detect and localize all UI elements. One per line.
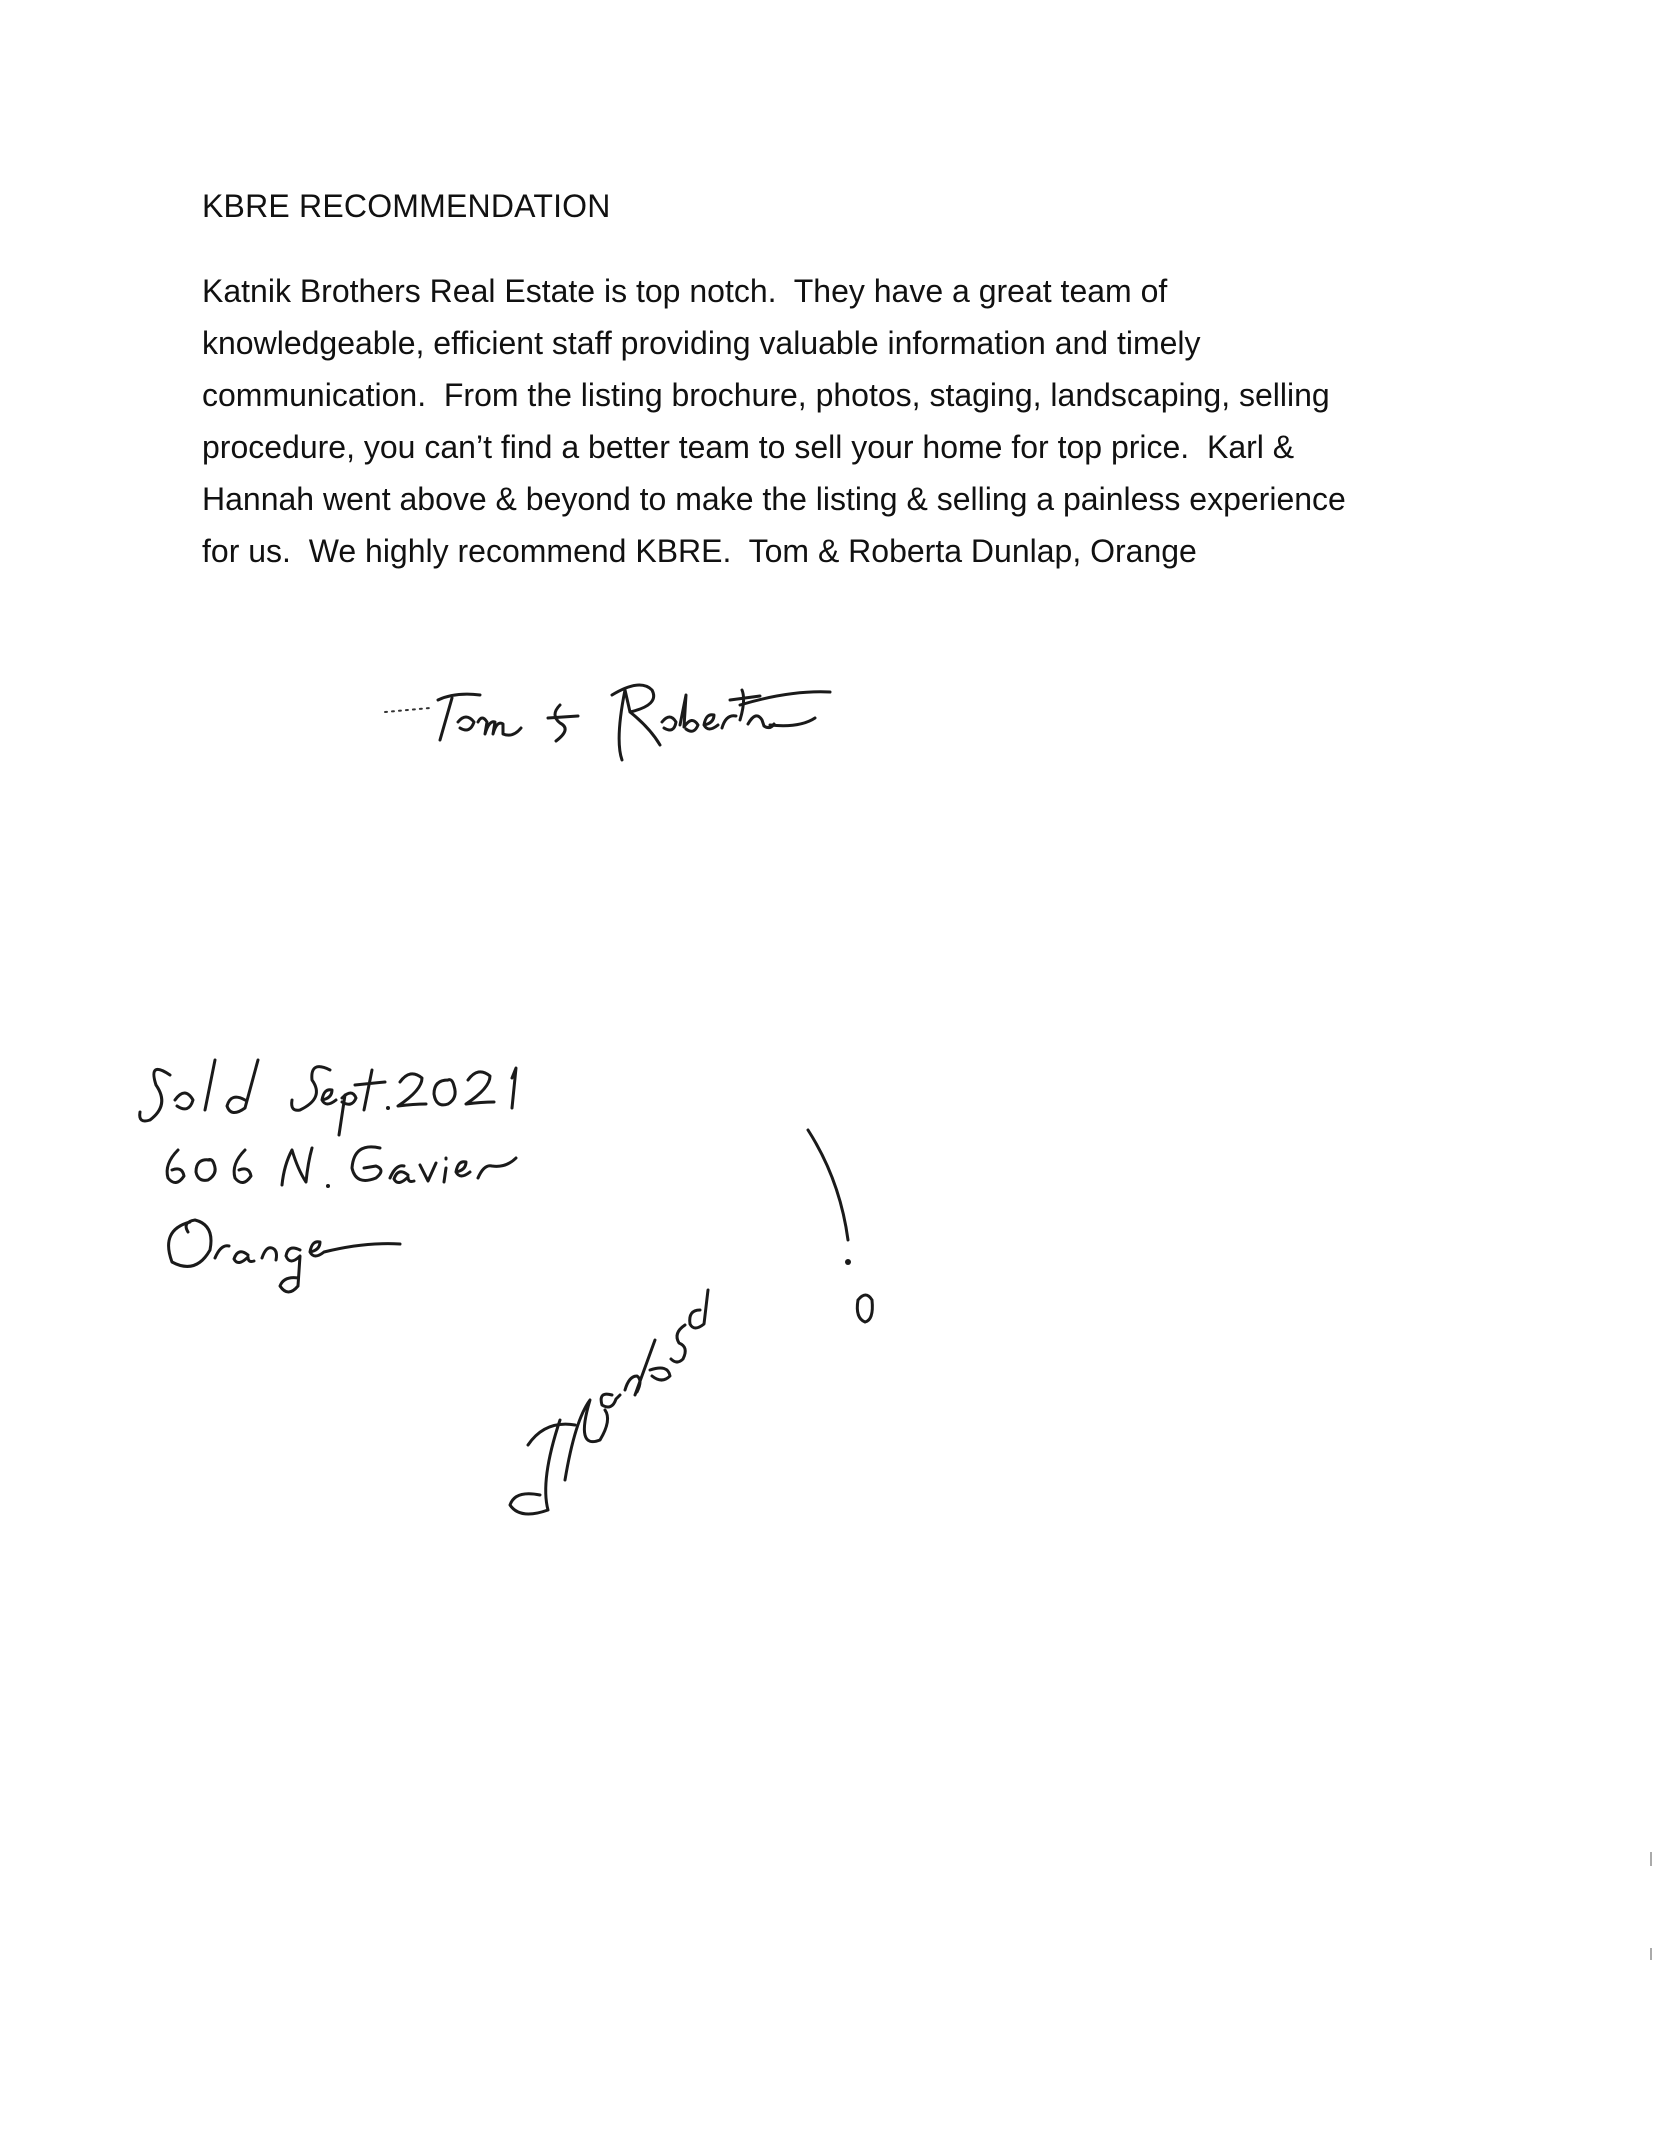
- handwritten-sale-note: [140, 1060, 516, 1292]
- handwritten-thanks: [510, 1130, 872, 1514]
- scan-edge-mark: [1650, 1852, 1652, 1866]
- scan-edge-mark: [1650, 1948, 1652, 1960]
- document-heading: KBRE RECOMMENDATION: [202, 188, 611, 224]
- handwritten-signature: [385, 685, 830, 760]
- recommendation-body: Katnik Brothers Real Estate is top notch. They have a great team of knowledgeable, efficient staff providing valuable information and timely communication. From the listing brochure, photos, staging, landscaping, selling procedure, you can’t find a better team to sell your home for top price. Karl & Hannah went above & beyond to make the listing & selling a painless experience for us. We highly recommend KBRE. Tom & Roberta Dunlap, Orange: [202, 273, 1346, 569]
